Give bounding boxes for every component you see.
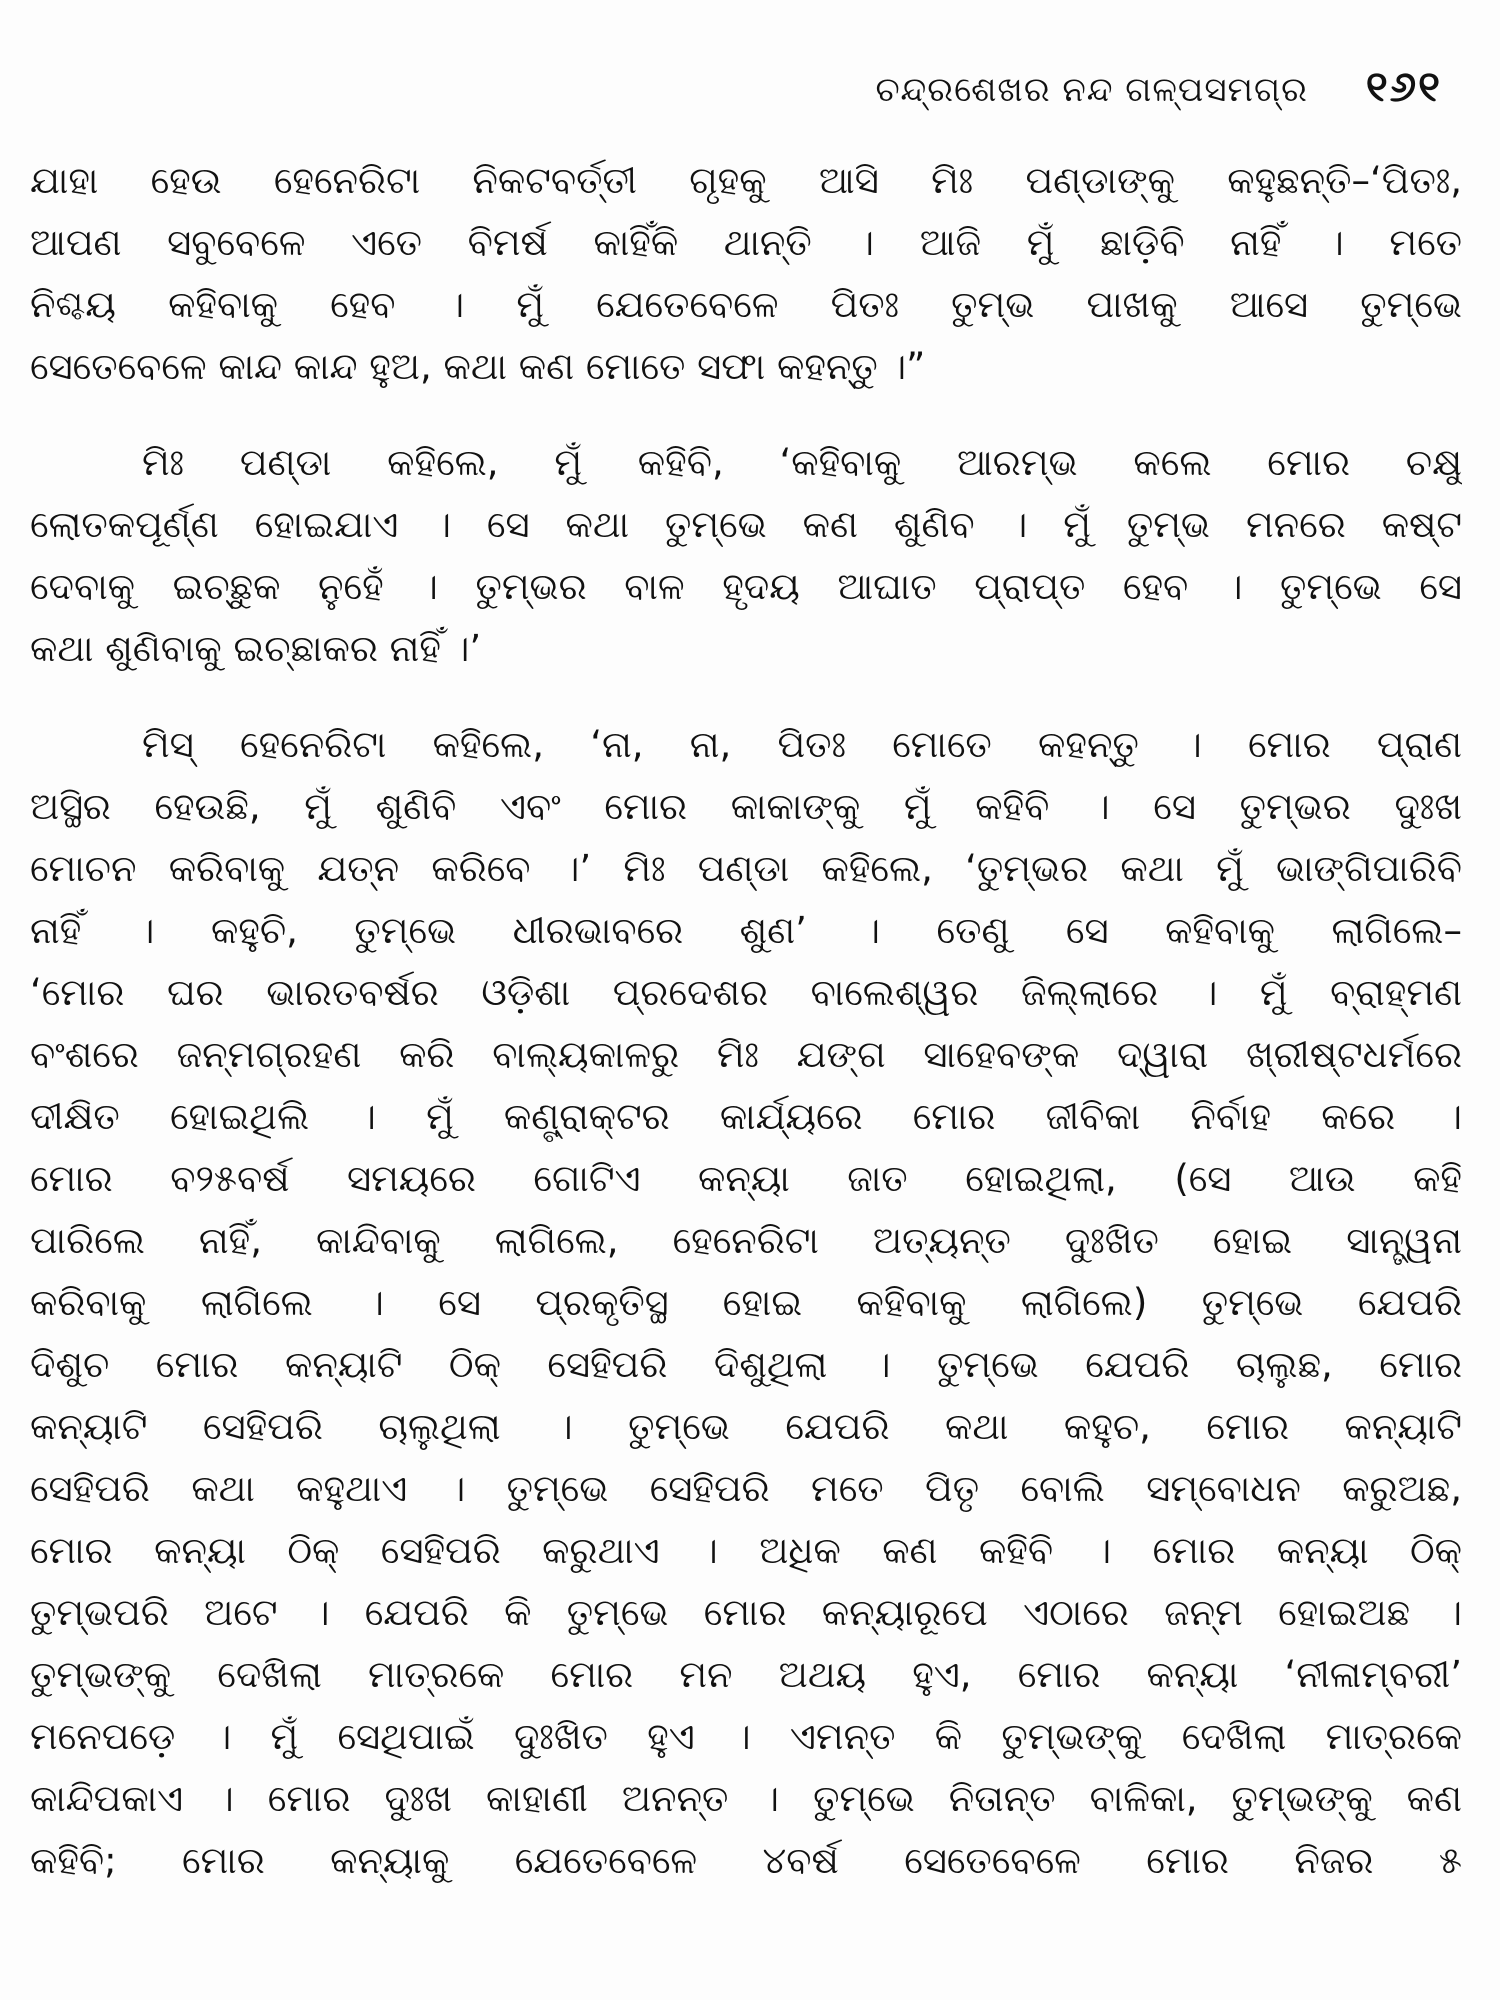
body-text bbox=[30, 150, 1462, 1926]
text-line: ଦୀକ୍ଷିତ ହୋଇଥିଲି । ମୁଁ କଣ୍ଟ୍ରାକ୍ଟର କାର୍ଯ୍ୟରେ ମୋର ଜୀବିକା ନିର୍ବାହ କରେ । bbox=[30, 1095, 1462, 1138]
text-line: ମୋର କନ୍ୟା ଠିକ୍ ସେହିପରି କରୁଥାଏ । ଅଧିକ କଣ କହିବି । ମୋର କନ୍ୟା ଠିକ୍ bbox=[30, 1529, 1462, 1572]
text-line: ମୋର ବ୨୫ବର୍ଷ ସମୟରେ ଗୋଟିଏ କନ୍ୟା ଜାତ ହୋଇଥିଲା, (ସେ ଆଉ କହି bbox=[30, 1157, 1462, 1200]
text-line: ମିଃ ପଣ୍ଡା କହିଲେ, ମୁଁ କହିବି, ‘କହିବାକୁ ଆରମ୍ଭ କଲେ ମୋର ଚକ୍ଷୁ bbox=[142, 441, 1462, 484]
text-line: କଥା ଶୁଣିବାକୁ ଇଚ୍ଛାକର ନାହିଁ ।’ bbox=[30, 627, 482, 670]
text-line: ସେତେବେଳେ କାନ୍ଦ କାନ୍ଦ ହୁଅ, କଥା କଣ ମୋତେ ସଫା କହନ୍ତୁ ।” bbox=[30, 345, 926, 388]
book-title: ଚନ୍ଦ୍ରଶେଖର ନନ୍ଦ ଗଳ୍ପସମଗ୍ର bbox=[875, 70, 1308, 110]
text-line: ଆପଣ ସବୁବେଳେ ଏତେ ବିମର୍ଷ କାହିଁକି ଥାନ୍ତି । ଆଜି ମୁଁ ଛାଡ଼ିବି ନାହିଁ । ମତେ bbox=[30, 221, 1462, 264]
text-line: ଯାହା ହେଉ ହେନେରିଟା ନିକଟବର୍ତ୍ତୀ ଗୃହକୁ ଆସି ମିଃ ପଣ୍ଡାଙ୍କୁ କହୁଛନ୍ତି–‘ପିତଃ, bbox=[30, 159, 1462, 202]
text-line: ମନେପଡ଼େ । ମୁଁ ସେଥିପାଇଁ ଦୁଃଖିତ ହୁଏ । ଏମନ୍ତ କି ତୁମ୍ଭଙ୍କୁ ଦେଖିଲା ମାତ୍ରକେ bbox=[30, 1715, 1462, 1758]
text-line: ତୁମ୍ଭଙ୍କୁ ଦେଖିଲା ମାତ୍ରକେ ମୋର ମନ ଅଥୟ ହୁଏ, ମୋର କନ୍ୟା ‘ନୀଳାମ୍ବରୀ’ bbox=[30, 1653, 1462, 1696]
text-line: କନ୍ୟାଟି ସେହିପରି ଚାଲୁଥିଲା । ତୁମ୍ଭେ ଯେପରି କଥା କହୁଚ, ମୋର କନ୍ୟାଟି bbox=[30, 1405, 1462, 1448]
text-line: କହିବି; ମୋର କନ୍ୟାକୁ ଯେତେବେଳେ ୪ବର୍ଷ ସେତେବେଳେ ମୋର ନିଜର ୫ bbox=[30, 1839, 1462, 1882]
running-header bbox=[875, 62, 1442, 112]
text-line: ଅସ୍ଥିର ହେଉଛି, ମୁଁ ଶୁଣିବି ଏବଂ ମୋର କାକାଙ୍କୁ ମୁଁ କହିବି । ସେ ତୁମ୍ଭର ଦୁଃଖ bbox=[30, 785, 1462, 828]
text-line: କରିବାକୁ ଲାଗିଲେ । ସେ ପ୍ରକୃତିସ୍ଥ ହୋଇ କହିବାକୁ ଲାଗିଲେ) ତୁମ୍ଭେ ଯେପରି bbox=[30, 1281, 1462, 1324]
text-line: ଲୋତକପୂର୍ଣ୍ଣ ହୋଇଯାଏ । ସେ କଥା ତୁମ୍ଭେ କଣ ଶୁଣିବ । ମୁଁ ତୁମ୍ଭ ମନରେ କଷ୍ଟ bbox=[30, 503, 1462, 546]
paragraph bbox=[30, 432, 1462, 680]
text-line: ତୁମ୍ଭପରି ଅଟେ । ଯେପରି କି ତୁମ୍ଭେ ମୋର କନ୍ୟାରୂପେ ଏଠାରେ ଜନ୍ମ ହୋଇଅଛ । bbox=[30, 1591, 1462, 1634]
text-line: ଦିଶୁଚ ମୋର କନ୍ୟାଟି ଠିକ୍ ସେହିପରି ଦିଶୁଥିଲା । ତୁମ୍ଭେ ଯେପରି ଚାଲୁଛ, ମୋର bbox=[30, 1343, 1462, 1386]
text-line: ସେହିପରି କଥା କହୁଥାଏ । ତୁମ୍ଭେ ସେହିପରି ମତେ ପିତୃ ବୋଲି ସମ୍ବୋଧନ କରୁଅଛ, bbox=[30, 1467, 1462, 1510]
text-line: ବଂଶରେ ଜନ୍ମଗ୍ରହଣ କରି ବାଲ୍ୟକାଳରୁ ମିଃ ଯଙ୍ଗ ସାହେବଙ୍କ ଦ୍ୱାରା ଖ୍ରୀଷ୍ଟଧର୍ମରେ bbox=[30, 1033, 1462, 1076]
text-line: ନାହିଁ । କହୁଚି, ତୁମ୍ଭେ ଧୀରଭାବରେ ଶୁଣ’ । ତେଣୁ ସେ କହିବାକୁ ଲାଗିଲେ– bbox=[30, 909, 1462, 952]
text-line: ମୋଚନ କରିବାକୁ ଯତ୍ନ କରିବେ ।’ ମିଃ ପଣ୍ଡା କହିଲେ, ‘ତୁମ୍ଭର କଥା ମୁଁ ଭାଙ୍ଗିପାରିବି bbox=[30, 847, 1462, 890]
text-line: ମିସ୍ ହେନେରିଟା କହିଲେ, ‘ନା, ନା, ପିତଃ ମୋତେ କହନ୍ତୁ । ମୋର ପ୍ରାଣ bbox=[142, 723, 1462, 766]
text-line: ପାରିଲେ ନାହିଁ, କାନ୍ଦିବାକୁ ଲାଗିଲେ, ହେନେରିଟା ଅତ୍ୟନ୍ତ ଦୁଃଖିତ ହୋଇ ସାନ୍ତ୍ୱନା bbox=[30, 1219, 1462, 1262]
paragraph bbox=[30, 714, 1462, 1892]
text-line: ‘ମୋର ଘର ଭାରତବର୍ଷର ଓଡ଼ିଶା ପ୍ରଦେଶର ବାଲେଶ୍ୱର ଜିଲ୍ଲାରେ । ମୁଁ ବ୍ରାହ୍ମଣ bbox=[30, 971, 1462, 1014]
page-number: ୧୬୧ bbox=[1365, 62, 1442, 111]
text-line: ନିଶ୍ଚୟ କହିବାକୁ ହେବ । ମୁଁ ଯେତେବେଳେ ପିତଃ ତୁମ୍ଭ ପାଖକୁ ଆସେ ତୁମ୍ଭେ bbox=[30, 283, 1462, 326]
paragraph bbox=[30, 150, 1462, 398]
text-line: ଦେବାକୁ ଇଚ୍ଛୁକ ନୁହେଁ । ତୁମ୍ଭର ବାଳ ହୃଦୟ ଆଘାତ ପ୍ରାପ୍ତ ହେବ । ତୁମ୍ଭେ ସେ bbox=[30, 565, 1462, 608]
text-line: କାନ୍ଦିପକାଏ । ମୋର ଦୁଃଖ କାହାଣୀ ଅନନ୍ତ । ତୁମ୍ଭେ ନିତାନ୍ତ ବାଳିକା, ତୁମ୍ଭଙ୍କୁ କଣ bbox=[30, 1777, 1462, 1820]
